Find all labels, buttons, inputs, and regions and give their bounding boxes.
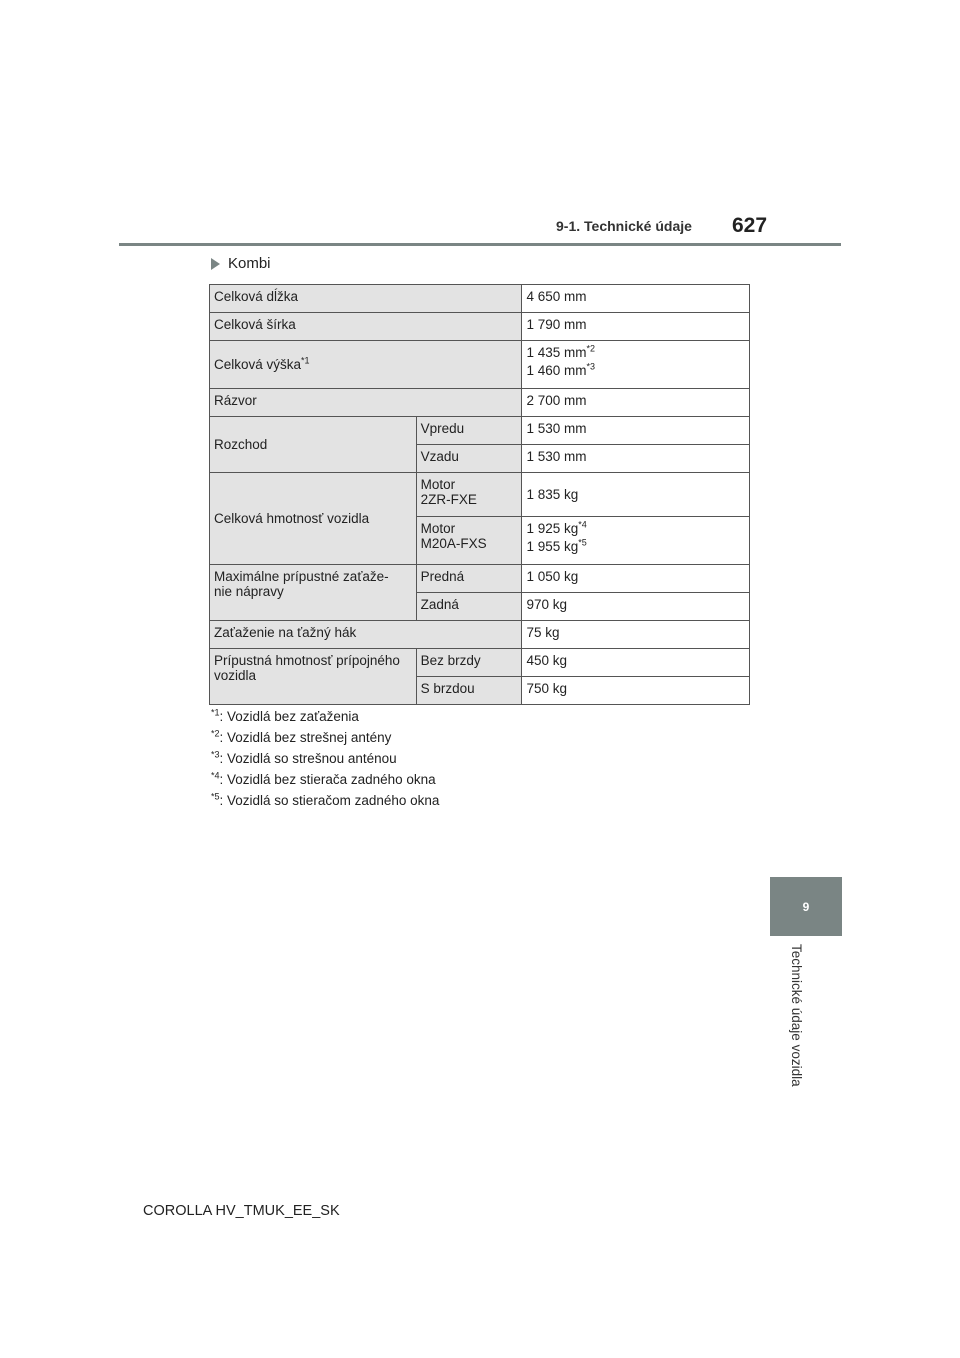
row-value: 1 790 mm [522, 313, 750, 341]
table-row [210, 473, 750, 517]
footnote-mark: *4 [211, 770, 220, 781]
footnote-text: : Vozidlá bez zaťaženia [219, 709, 359, 724]
page-number: 627 [732, 214, 768, 237]
section-title: 9-1. Technické údaje [556, 218, 692, 234]
table-row [210, 565, 750, 593]
row-label: Celková šírka [210, 313, 522, 341]
footnote [211, 790, 439, 811]
row-label-line: Maximálne prípustné zaťaže- [214, 569, 389, 584]
chapter-label: Technické údaje vozidla [789, 944, 804, 1087]
footnote-mark: *4 [578, 519, 587, 530]
section-heading-label: Kombi [228, 255, 271, 272]
row-value: 1 530 mm [522, 445, 750, 473]
footnote [211, 727, 439, 748]
footnote-text: : Vozidlá bez strešnej antény [219, 730, 392, 745]
table-row [210, 341, 750, 389]
footnote-text: : Vozidlá so strešnou anténou [219, 751, 397, 766]
table-row [210, 285, 750, 313]
row-label: Rázvor [210, 389, 522, 417]
table-row [210, 649, 750, 677]
sub-label: Bez brzdy [416, 649, 522, 677]
sub-label [416, 473, 522, 517]
table-row [210, 313, 750, 341]
row-value-text: 1 460 mm [526, 363, 587, 378]
row-value: 1 530 mm [522, 417, 750, 445]
row-value: 1 835 kg [522, 473, 750, 517]
row-value: 2 700 mm [522, 389, 750, 417]
row-value: 970 kg [522, 593, 750, 621]
row-value: 750 kg [522, 677, 750, 705]
row-label: Zaťaženie na ťažný hák [210, 621, 522, 649]
footnote-mark: *5 [211, 791, 220, 802]
footnotes [211, 706, 439, 811]
row-label: Celková hmotnosť vozidla [210, 473, 417, 565]
sub-label: Vpredu [416, 417, 522, 445]
row-value-text: 1 925 kg [526, 521, 579, 536]
footnote [211, 706, 439, 727]
sub-label-line: Motor [420, 477, 456, 492]
row-value [522, 341, 750, 389]
footnote-text: : Vozidlá bez stierača zadného okna [219, 772, 436, 787]
sub-label: Predná [416, 565, 522, 593]
sub-label-line: M20A-FXS [420, 536, 487, 551]
row-value: 1 050 kg [522, 565, 750, 593]
sub-label [416, 517, 522, 565]
footnote-mark: *2 [211, 728, 220, 739]
row-label [210, 341, 522, 389]
row-value-text: 1 955 kg [526, 539, 579, 554]
triangle-bullet-icon [211, 258, 220, 270]
row-label: Celková dĺžka [210, 285, 522, 313]
chapter-tab[interactable] [770, 877, 842, 936]
footnote [211, 748, 439, 769]
sub-label: S brzdou [416, 677, 522, 705]
table-row [210, 389, 750, 417]
sub-label-line: 2ZR-FXE [420, 492, 477, 507]
row-value: 450 kg [522, 649, 750, 677]
specs-table [209, 284, 750, 705]
footnote-mark: *2 [586, 343, 596, 354]
section-heading [211, 255, 271, 272]
row-label: Rozchod [210, 417, 417, 473]
row-label [210, 565, 417, 621]
header-divider [119, 243, 841, 246]
row-value-text: 1 435 mm [526, 345, 587, 360]
row-value: 4 650 mm [522, 285, 750, 313]
footnote-mark: *3 [211, 749, 220, 760]
footnote [211, 769, 439, 790]
table-row [210, 417, 750, 445]
row-label-line: Prípustná hmotnosť prípojného [214, 653, 400, 668]
chapter-number: 9 [802, 899, 810, 914]
footnote-mark: *1 [301, 355, 310, 366]
footnote-mark: *5 [578, 537, 587, 548]
row-label-line: vozidla [214, 668, 257, 683]
row-label-line: nie nápravy [214, 584, 284, 599]
footnote-mark: *1 [211, 707, 220, 718]
table-row [210, 621, 750, 649]
sub-label: Zadná [416, 593, 522, 621]
footnote-mark: *3 [586, 361, 596, 372]
row-label [210, 649, 417, 705]
row-value [522, 517, 750, 565]
row-value: 75 kg [522, 621, 750, 649]
sub-label: Vzadu [416, 445, 522, 473]
footer-model-code: COROLLA HV_TMUK_EE_SK [143, 1203, 340, 1219]
row-label-text: Celková výška [214, 357, 302, 372]
footnote-text: : Vozidlá so stieračom zadného okna [219, 793, 440, 808]
sub-label-line: Motor [420, 521, 456, 536]
